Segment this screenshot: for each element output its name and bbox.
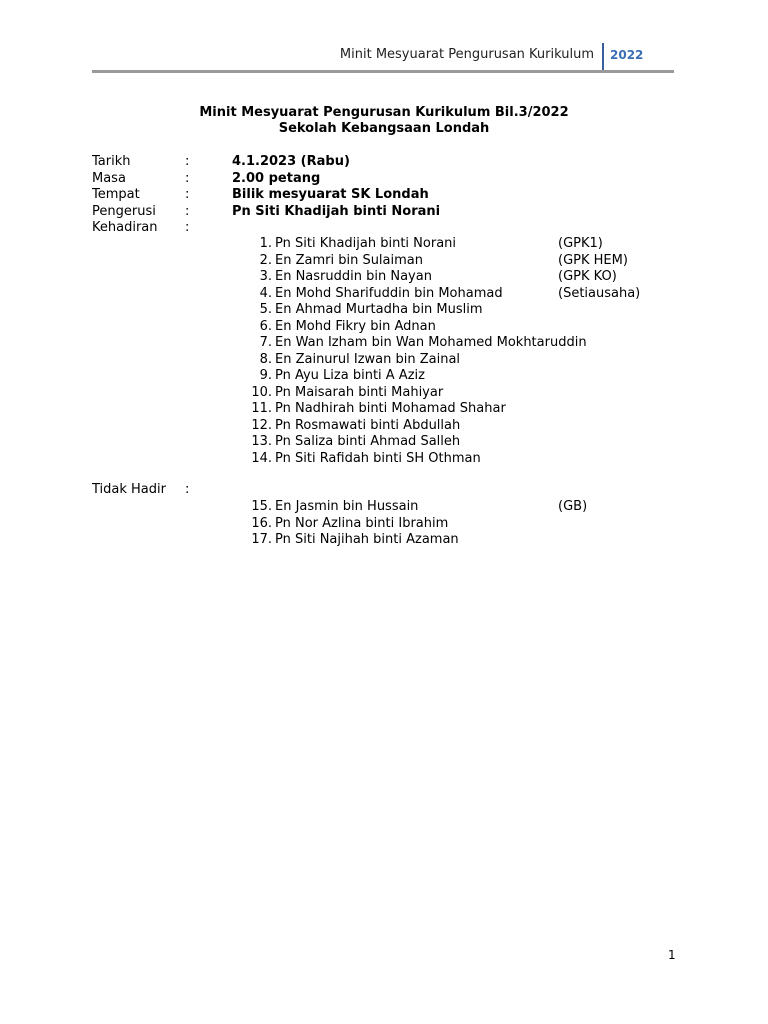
item-name: En Zamri bin Sulaiman xyxy=(275,252,423,268)
list-item xyxy=(250,335,670,352)
list-item xyxy=(250,451,670,468)
tidak-hadir-label: Tidak Hadir xyxy=(92,482,166,497)
item-number: 4. xyxy=(259,285,272,301)
absent-list xyxy=(250,499,670,549)
item-name: En Mohd Fikry bin Adnan xyxy=(275,318,436,334)
item-name: Pn Nadhirah binti Mohamad Shahar xyxy=(275,401,506,416)
item-role: (GPK1) xyxy=(558,236,603,251)
item-number: 9. xyxy=(259,368,272,383)
item-number: 7. xyxy=(259,335,272,350)
meta-colon: : xyxy=(185,170,190,186)
header-title: Minit Mesyuarat Pengurusan Kurikulum xyxy=(339,47,594,62)
item-name: Pn Ayu Liza binti A Aziz xyxy=(275,368,425,383)
item-number: 15. xyxy=(251,499,272,514)
list-item xyxy=(250,236,670,253)
kehadiran-label: Kehadiran xyxy=(92,220,158,235)
item-name: Pn Nor Azlina binti Ibrahim xyxy=(275,515,449,531)
document-title xyxy=(0,105,768,137)
item-name: Pn Siti Khadijah binti Norani xyxy=(275,236,457,251)
item-number: 5. xyxy=(259,302,272,317)
list-item xyxy=(250,253,670,270)
tidak-hadir-colon: : xyxy=(185,482,190,497)
item-number: 1. xyxy=(259,236,272,251)
list-item xyxy=(250,368,670,385)
tarikh-label: Tarikh xyxy=(92,154,131,169)
title-line-1: Minit Mesyuarat Pengurusan Kurikulum Bil.3/2022 xyxy=(199,105,569,120)
item-number: 11. xyxy=(251,401,272,416)
item-name: Pn Maisarah binti Mahiyar xyxy=(275,384,444,400)
item-role: (GPK HEM) xyxy=(558,252,628,268)
item-name: Pn Siti Najihah binti Azaman xyxy=(275,532,459,547)
masa-value: 2.00 petang xyxy=(232,170,321,186)
list-item xyxy=(250,516,670,533)
list-item xyxy=(250,352,670,369)
list-item xyxy=(250,302,670,319)
list-item xyxy=(250,385,670,402)
item-number: 3. xyxy=(259,269,272,284)
item-name: En Jasmin bin Hussain xyxy=(275,499,419,514)
list-item xyxy=(250,319,670,336)
meta-colon: : xyxy=(185,220,190,235)
item-name: En Zainurul Izwan bin Zainal xyxy=(275,351,461,367)
list-item xyxy=(250,434,670,451)
list-item xyxy=(250,401,670,418)
pengerusi-label: Pengerusi xyxy=(92,203,156,219)
header-year: 2022 xyxy=(610,48,644,62)
page-header xyxy=(92,46,674,72)
item-number: 2. xyxy=(259,252,272,268)
item-number: 10. xyxy=(251,384,272,400)
item-name: Pn Siti Rafidah binti SH Othman xyxy=(275,450,481,466)
item-number: 6. xyxy=(259,318,272,334)
item-number: 12. xyxy=(251,417,272,433)
item-number: 8. xyxy=(259,351,272,367)
tarikh-value: 4.1.2023 (Rabu) xyxy=(232,154,350,169)
item-name: Pn Saliza binti Ahmad Salleh xyxy=(275,434,461,449)
pengerusi-value: Pn Siti Khadijah binti Norani xyxy=(232,203,441,219)
item-name: En Mohd Sharifuddin bin Mohamad xyxy=(275,285,503,301)
item-number: 16. xyxy=(251,515,272,531)
masa-label: Masa xyxy=(92,170,126,186)
page-number: 1 xyxy=(668,948,676,962)
tempat-label: Tempat xyxy=(92,187,140,202)
item-name: En Wan Izham bin Wan Mohamed Mokhtaruddin xyxy=(275,335,587,350)
list-item xyxy=(250,532,670,549)
item-name: En Nasruddin bin Nayan xyxy=(275,269,432,284)
item-name: En Ahmad Murtadha bin Muslim xyxy=(275,302,483,317)
item-number: 14. xyxy=(251,450,272,466)
item-role: (Setiausaha) xyxy=(558,285,641,301)
header-rule xyxy=(92,70,674,73)
item-role: (GB) xyxy=(558,499,588,514)
item-name: Pn Rosmawati binti Abdullah xyxy=(275,417,461,433)
item-role: (GPK KO) xyxy=(558,269,617,284)
item-number: 13. xyxy=(251,434,272,449)
list-item xyxy=(250,286,670,303)
item-number: 17. xyxy=(251,532,272,547)
header-separator xyxy=(602,43,604,71)
list-item xyxy=(250,418,670,435)
meta-colon: : xyxy=(185,203,190,219)
list-item xyxy=(250,499,670,516)
tempat-value: Bilik mesyuarat SK Londah xyxy=(232,187,429,202)
meta-colon: : xyxy=(185,154,190,169)
meta-colon: : xyxy=(185,187,190,202)
attendee-list xyxy=(250,236,670,467)
title-line-2: Sekolah Kebangsaan Londah xyxy=(278,121,490,136)
list-item xyxy=(250,269,670,286)
